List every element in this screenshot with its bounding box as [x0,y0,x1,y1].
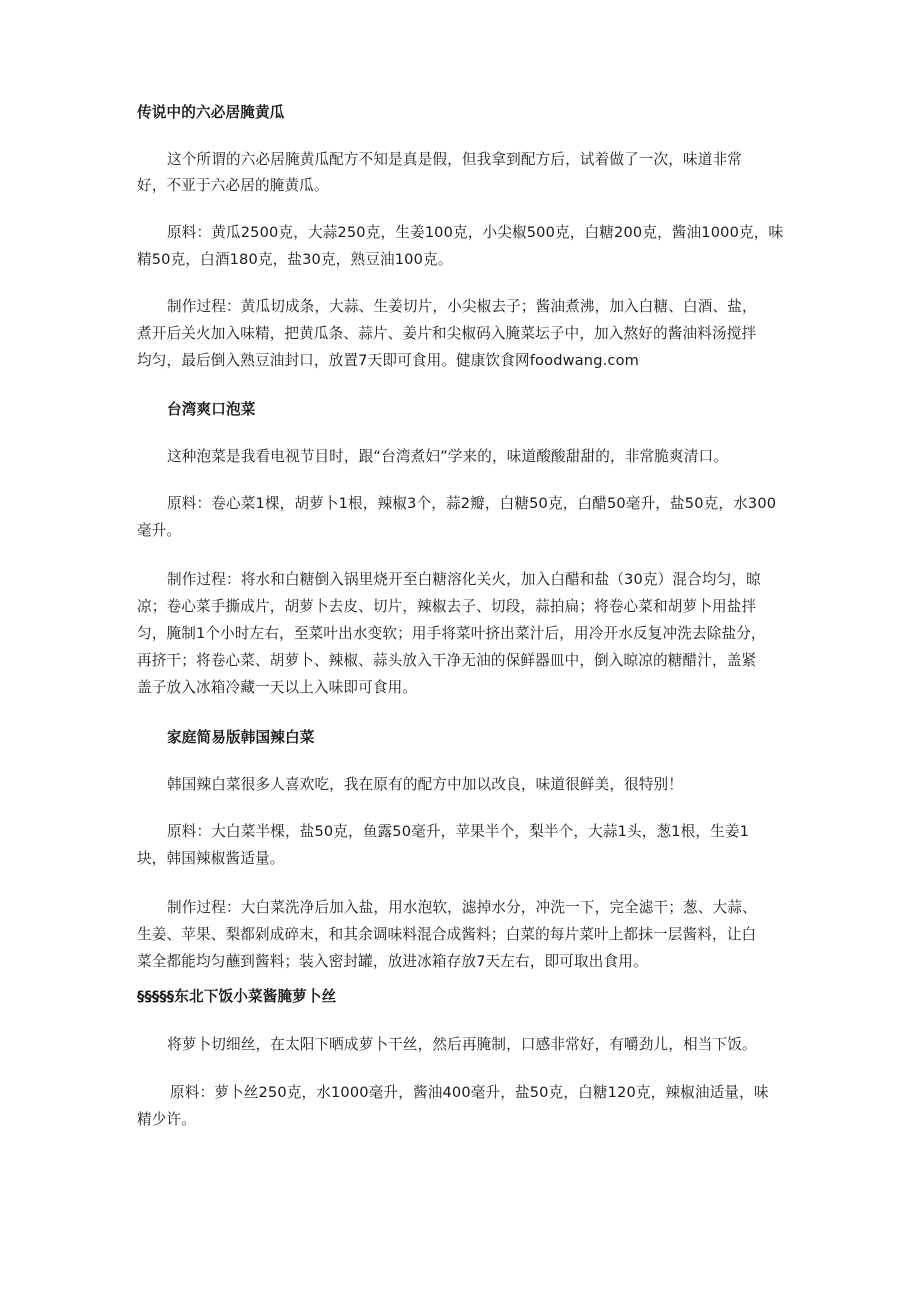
paragraph-line: 将萝卜切细丝，在太阳下晒成萝卜干丝，然后再腌制，口感非常好，有嚼劲儿，相当下饭。 [167,1036,757,1053]
ingredients-line: 原料：黄瓜2500克，大蒜250克，生姜100克，小尖椒500克，白糖200克，酱油1000克，味 [167,224,784,241]
ingredients-line: 块，韩国辣椒酱适量。 [137,850,285,867]
paragraph-line: 好，不亚于六必居的腌黄瓜。 [137,177,329,194]
process-line: 制作过程：将水和白糖倒入锅里烧开至白糖溶化关火，加入白醋和盐（30克）混合均匀，晾 [167,571,761,588]
process-line: 制作过程：大白菜洗净后加入盐，用水泡软，滤掉水分，冲洗一下，完全滤干；葱、大蒜、 [167,899,757,916]
process-line: 均匀，最后倒入熟豆油封口，放置7天即可食用。健康饮食网foodwang.com [137,352,640,369]
process-line: 生姜、苹果、梨都剁成碎末，和其余调味料混合成酱料；白菜的每片菜叶上都抹一层酱料，让白 [137,926,757,943]
process-line: 菜全都能均匀蘸到酱料；装入密封罐，放进冰箱存放7天左右，即可取出食用。 [137,953,648,970]
section-title: §§§§§东北下饭小菜酱腌萝卜丝 [137,988,337,1005]
paragraph-line: 这个所谓的六必居腌黄瓜配方不知是真是假，但我拿到配方后，试着做了一次，味道非常 [167,151,743,168]
process-line: 凉；卷心菜手撕成片，胡萝卜去皮、切片，辣椒去子、切段，蒜拍扁；将卷心菜和胡萝卜用盐拌 [137,598,757,615]
section-title: 台湾爽口泡菜 [167,401,256,418]
paragraph-line: 这种泡菜是我看电视节目时，跟“台湾煮妇”学来的，味道酸酸甜甜的，非常脆爽清口。 [167,448,728,465]
paragraph-line: 韩国辣白菜很多人喜欢吃，我在原有的配方中加以改良，味道很鲜美，很特别！ [167,776,684,793]
ingredients-line: 毫升。 [137,522,182,539]
process-line: 匀，腌制1个小时左右，至菜叶出水变软；用手将菜叶挤出菜汁后，用冷开水反复冲洗去除盐分， [137,625,766,642]
ingredients-line: 精50克，白酒180克，盐30克，熟豆油100克。 [137,251,453,268]
process-line: 再挤干；将卷心菜、胡萝卜、辣椒、蒜头放入干净无油的保鲜器皿中，倒入晾凉的糖醋汁，盖紧 [137,652,757,669]
section-title: 传说中的六必居腌黄瓜 [137,104,285,121]
section-title: 家庭简易版韩国辣白菜 [167,729,315,746]
process-line: 制作过程：黄瓜切成条，大蒜、生姜切片，小尖椒去子；酱油煮沸，加入白糖、白酒、盐， [167,298,757,315]
ingredients-line: 原料：萝卜丝250克，水1000毫升，酱油400毫升，盐50克，白糖120克，辣椒油适量，味 [170,1084,769,1101]
ingredients-line: 精少许。 [137,1111,196,1128]
process-line: 盖子放入冰箱冷藏一天以上入味即可食用。 [137,679,418,696]
ingredients-line: 原料：大白菜半棵，盐50克，鱼露50毫升，苹果半个，梨半个，大蒜1头，葱1根，生姜1 [167,823,750,840]
process-line: 煮开后关火加入味精，把黄瓜条、蒜片、姜片和尖椒码入腌菜坛子中，加入熬好的酱油料汤搅拌 [137,325,757,342]
ingredients-line: 原料：卷心菜1棵，胡萝卜1根，辣椒3个，蒜2瓣，白糖50克，白醋50毫升，盐50克，水300 [167,495,777,512]
